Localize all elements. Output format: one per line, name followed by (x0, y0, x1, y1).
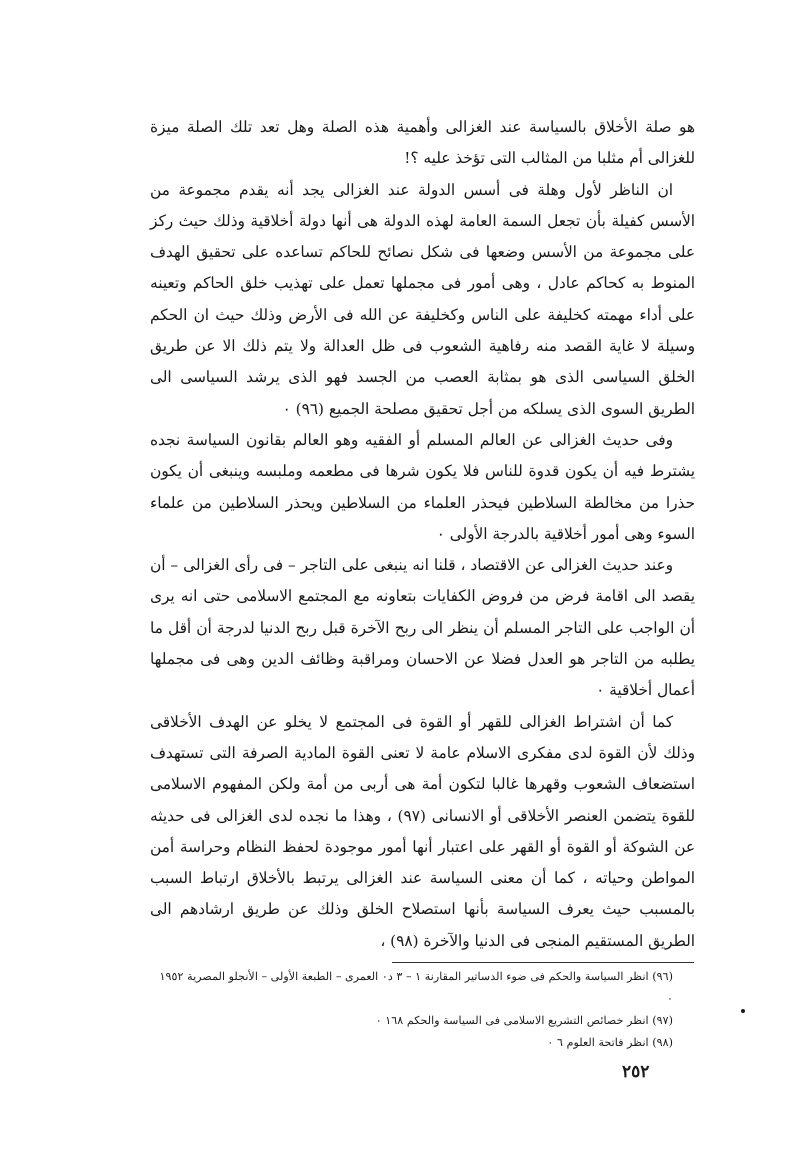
footnote-98: (٩٨) انظر فاتحة العلوم ٦ ٠ (547, 1036, 673, 1049)
page-body (150, 112, 695, 957)
footnote-divider (392, 962, 694, 963)
page-number: ٢٥٢ (622, 1062, 650, 1082)
paragraph-1: هو صلة الأخلاق بالسياسة عند الغزالى وأهمية هذه الصلة وهل تعد تلك الصلة ميزة للغزالى أم مثلبا من المثالب التى تؤخذ عليه ؟! (150, 118, 695, 168)
paragraph-4: وعند حديث الغزالى عن الاقتصاد ، قلنا انه ينبغى على التاجر – فى رأى الغزالى – أن يقصد الى اقامة فرض من فروض الكفايات بتعاونه مع المجتمع الاسلامى حتى انه يرى أن الواجب على التاجر المسلم أن ينظر الى ربح الآخرة قبل ربح الدنيا لدرجة أن أقل ما يطلبه من التاجر هو العدل فضلا عن الاحسان ومراقبة وظائف الدين وهى فى مجملها أعمال أخلاقية ٠ (150, 556, 695, 700)
footnote-96: (٩٦) انظر السياسة والحكم فى ضوء الدساتير المقارنة ١ – ٣ د٠ العمرى – الطبعة الأولى – الأنجلو المصرية ١٩٥٢ ٠ (159, 970, 673, 1005)
paragraph-2: ان الناظر لأول وهلة فى أسس الدولة عند الغزالى يجد أنه يقدم مجموعة من الأسس كفيلة بأن تجعل السمة العامة لهذه الدولة هى أنها دولة أخلاقية وذلك حيث ركز على مجموعة من الأسس وضعها فى شكل نصائح للحاكم تساعده على تحقيق الهدف المنوط به كحاكم عادل ، وهى أمور فى مجملها تعمل على تهذيب خلق الحاكم وتعينه على أداء مهمته كخليفة على الناس وكخليفة عن الله فى الأرض وذلك حيث ان الحكم وسيلة لا غاية القصد منه رفاهية الشعوب فى ظل العدالة ولا يتم ذلك الا عن طريق الخلق السياسى الذى هو بمثابة العصب من الجسد فهو الذى يرشد السياسى الى الطريق السوى الذى يسلكه من أجل تحقيق مصلحة الجميع (٩٦) ٠ (150, 180, 695, 418)
paragraph-3: وفى حديث الغزالى عن العالم المسلم أو الفقيه وهو العالم بقانون السياسة نجده يشترط فيه أن يكون قدوة للناس فلا يكون شرها فى مطعمه وملبسه وينبغى أن يكون حذرا من مخالطة السلاطين فيحذر العلماء من السلاطين ويحذر السلاطين من علماء السوء وهى أمور أخلاقية بالدرجة الأولى ٠ (150, 430, 695, 543)
footnote-97: (٩٧) انظر خصائص التشريع الاسلامى فى السياسة والحكم ١٦٨ ٠ (375, 1014, 673, 1027)
body-text (150, 112, 695, 957)
paragraph-5: كما أن اشتراط الغزالى للقهر أو القوة فى المجتمع لا يخلو عن الهدف الأخلاقى وذلك لأن القوة لدى مفكرى الاسلام عامة لا تعنى القوة المادية الصرفة التى تستهدف استضعاف الشعوب وقهرها غالبا لتكون أمة هى أربى من أمة ولكن المفهوم الاسلامى للقوة يتضمن العنصر الأخلاقى أو الانسانى (٩٧) ، وهذا ما نجده لدى الغزالى فى حديثه عن الشوكة أو القوة أو القهر على اعتبار أنها أمور موجودة لحفظ النظام وحراسة أمن المواطن وحياته ، كما أن معنى السياسة عند الغزالى يرتبط بالأخلاق ارتباط السبب بالمسبب حيث يعرف السياسة بأنها استصلاح الخلق وذلك عن طريق ارشادهم الى الطريق المستقيم المنجى فى الدنيا والآخرة (٩٨) ، (150, 712, 695, 950)
margin-dot (741, 1009, 745, 1013)
footnotes (150, 966, 695, 1054)
